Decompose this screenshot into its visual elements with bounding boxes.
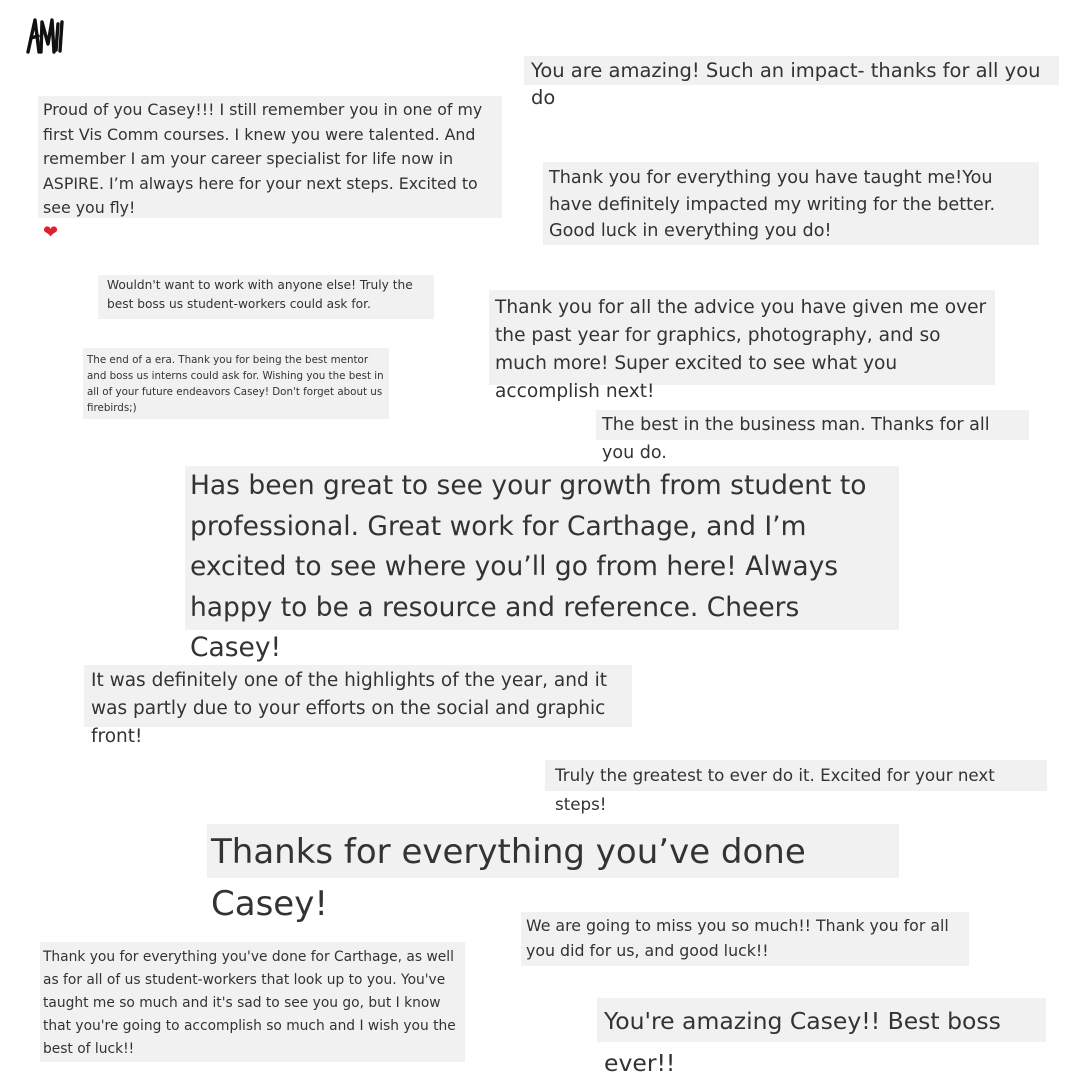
message-text: Truly the greatest to ever do it. Excited for your next steps! — [555, 765, 995, 814]
message-text: The end of a era. Thank you for being the best mentor and boss us interns could ask for. Wishing you the best in all of your future endeavors Casey! Don't forget about us firebirds;) — [87, 354, 384, 414]
message-note — [83, 348, 389, 419]
message-text: Proud of you Casey!!! I still remember you in one of my first Vis Comm courses. I knew you were talented. And remember I am your career specialist for life now in ASPIRE. I’m always here for your next steps. Excited to see you fly! — [43, 100, 483, 217]
message-text: You are amazing! Such an impact- thanks for all you do — [531, 59, 1041, 109]
message-note — [545, 760, 1047, 814]
message-text: You're amazing Casey!! Best boss ever!! — [604, 1007, 1001, 1077]
message-note — [207, 824, 899, 924]
message-text: Thank you for all the advice you have given me over the past year for graphics, photography, and so much more! Super excited to see what you accomplish next! — [495, 297, 987, 402]
message-note — [597, 998, 1046, 1077]
am-logo-mark — [24, 14, 66, 56]
message-text: Thank you for everything you've done for Carthage, as well as for all of us student-workers that look up to you. You've taught me so much and it's sad to see you go, but I know that you're going to accomplish so much and I wish you the best of luck!! — [43, 949, 456, 1057]
message-note — [185, 466, 899, 663]
heart-icon: ❤ — [43, 221, 59, 243]
message-text: We are going to miss you so much!! Thank you for all you did for us, and good luck!! — [526, 916, 949, 960]
message-note — [84, 665, 632, 747]
message-note — [38, 96, 502, 243]
message-note — [521, 912, 969, 966]
message-text: The best in the business man. Thanks for all you do. — [602, 415, 990, 463]
message-note — [524, 56, 1059, 109]
message-text: Has been great to see your growth from student to professional. Great work for Carthage, and I’m excited to see where you’ll go from here! Always happy to be a resource and reference. Cheers Casey! — [190, 470, 867, 663]
message-text: Thank you for everything you have taught me!You have definitely impacted my writing for the better. Good luck in everything you do! — [549, 168, 996, 241]
message-note — [543, 162, 1039, 245]
message-text: It was definitely one of the highlights of the year, and it was partly due to your efforts on the social and graphic front! — [91, 670, 608, 747]
am-logo — [24, 14, 66, 56]
message-note — [596, 410, 1029, 463]
message-text: Wouldn't want to work with anyone else! Truly the best boss us student-workers could ask for. — [107, 278, 413, 311]
message-note — [40, 942, 465, 1062]
message-text: Thanks for everything you’ve done Casey! — [211, 832, 806, 924]
message-note — [489, 290, 995, 402]
message-note — [98, 275, 434, 319]
